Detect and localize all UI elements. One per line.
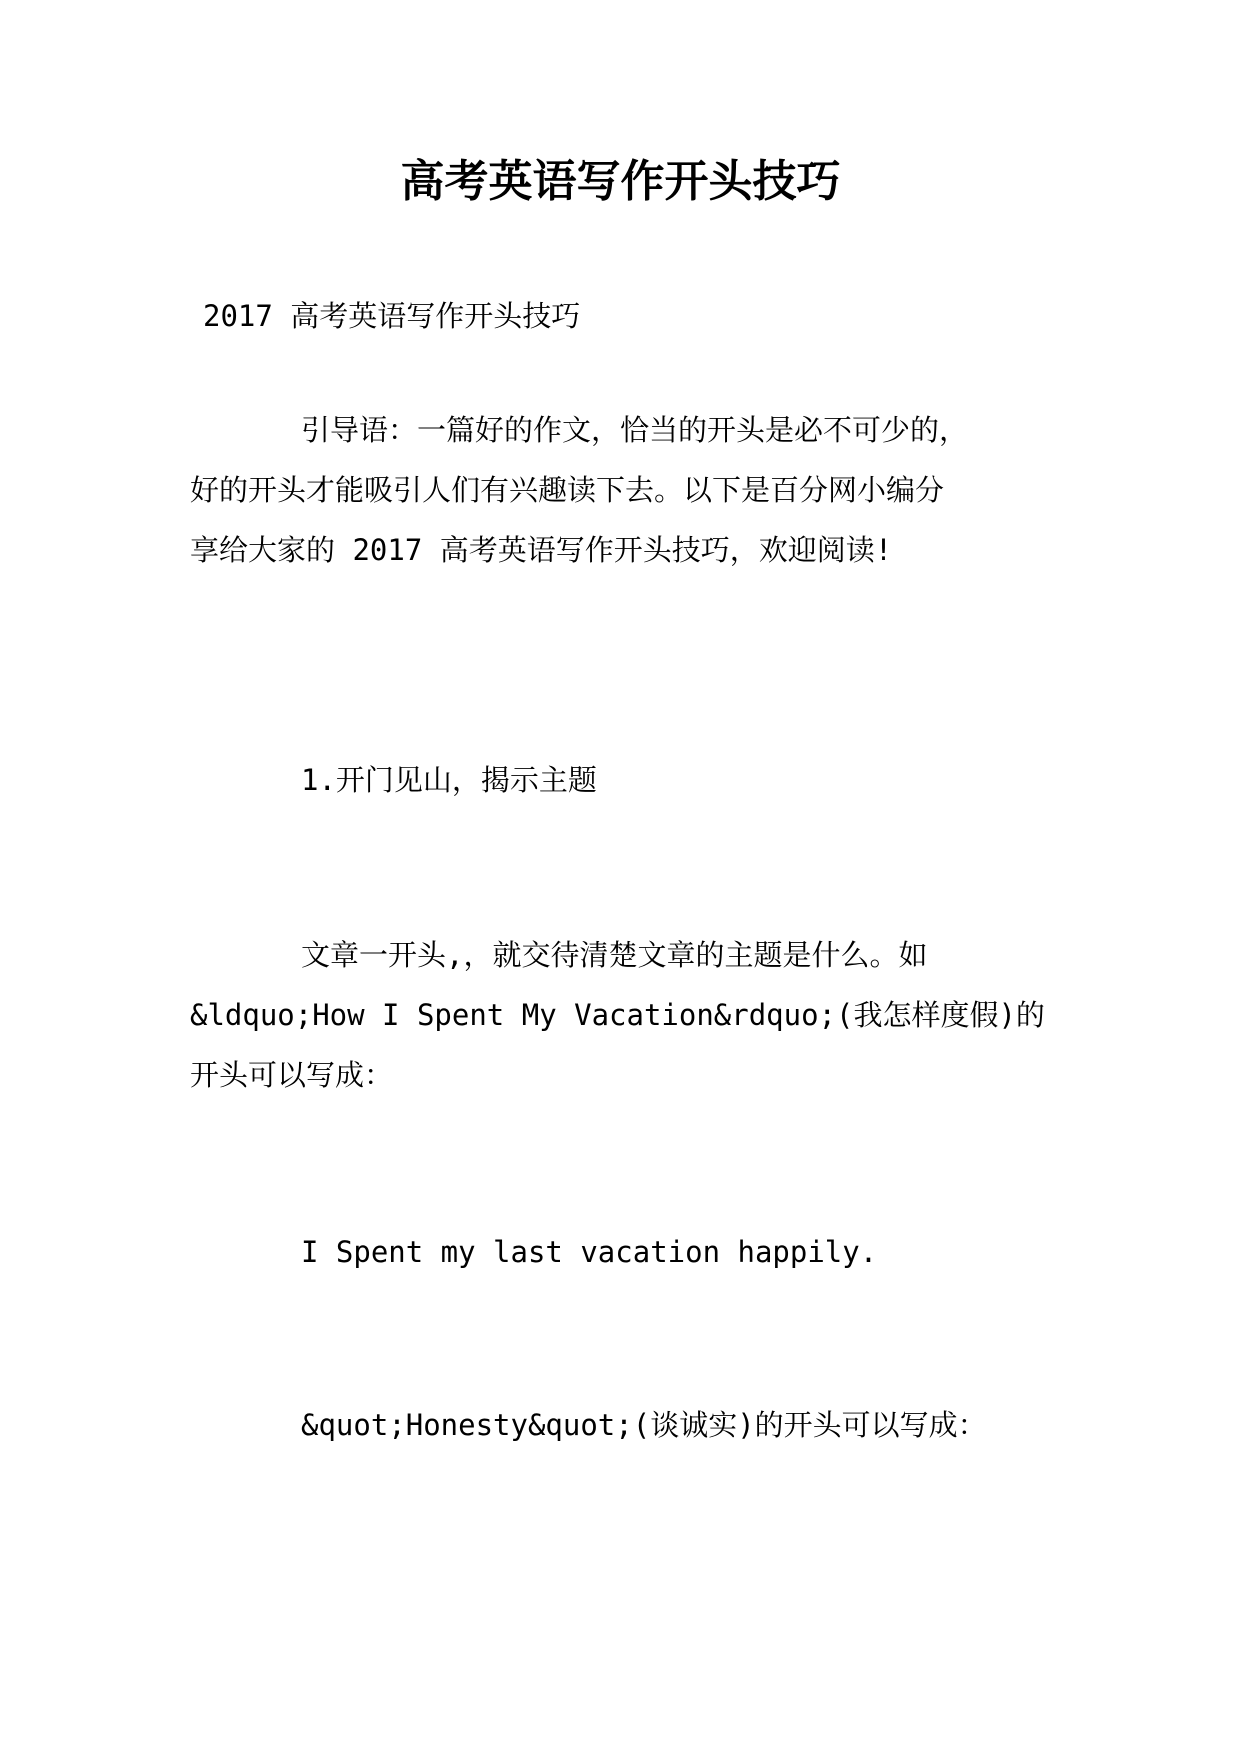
paragraph-line-1: 文章一开头,，就交待清楚文章的主题是什么。如 <box>301 938 928 972</box>
intro-line-3: 享给大家的 2017 高考英语写作开头技巧，欢迎阅读! <box>190 533 893 567</box>
example-sentence: I Spent my last vacation happily. <box>301 1235 878 1269</box>
document-title: 高考英语写作开头技巧 <box>400 156 841 207</box>
paragraph-line-2: &ldquo;How I Spent My Vacation&rdquo;(我怎样度假)的 <box>190 998 1045 1032</box>
intro-line-1: 引导语：一篇好的作文，恰当的开头是必不可少的， <box>301 413 969 447</box>
example-heading: &quot;Honesty&quot;(谈诚实)的开头可以写成： <box>301 1408 987 1442</box>
intro-line-2: 好的开头才能吸引人们有兴趣读下去。以下是百分网小编分 <box>190 473 945 507</box>
paragraph-line-3: 开头可以写成： <box>190 1058 394 1092</box>
document-subtitle: 2017 高考英语写作开头技巧 <box>203 299 581 333</box>
section-heading: 1.开门见山，揭示主题 <box>301 763 597 797</box>
